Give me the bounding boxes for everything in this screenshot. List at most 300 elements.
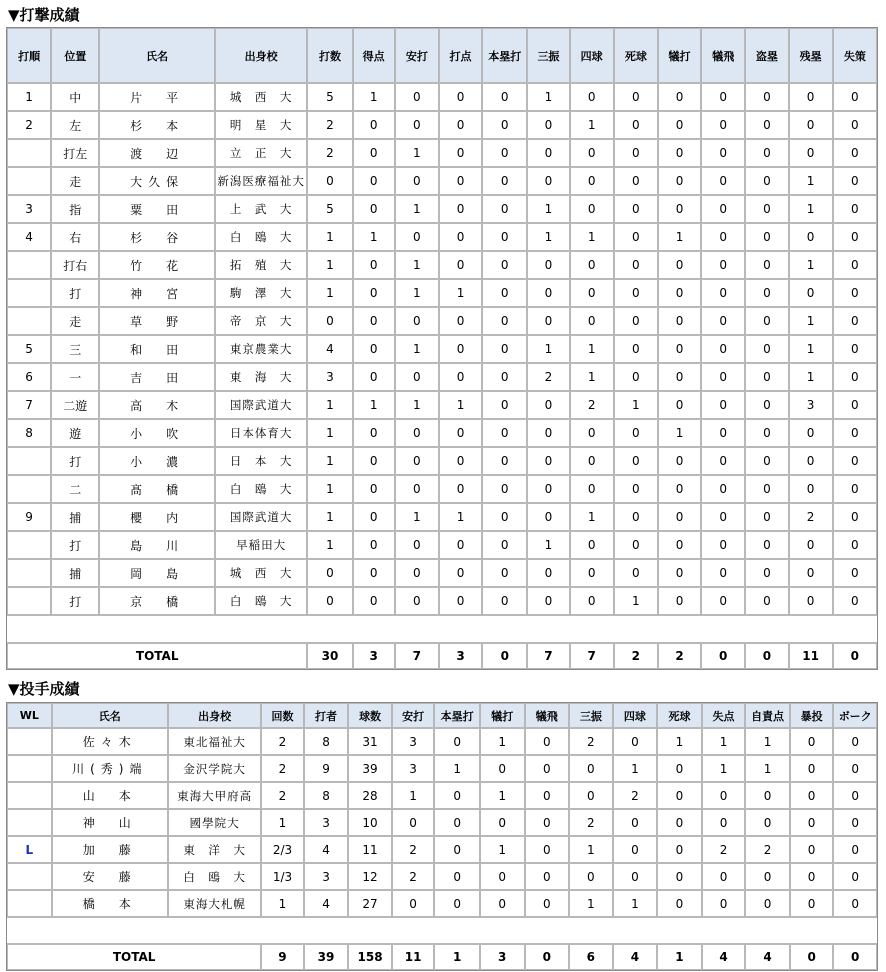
batting-stat-cell: 0 xyxy=(353,475,395,503)
batting-stat-cell: 0 xyxy=(745,363,788,391)
batting-stat-cell: 3 xyxy=(7,195,51,223)
batting-stat-cell: 0 xyxy=(658,139,701,167)
batting-stat-cell: 打左 xyxy=(51,139,99,167)
batting-player-row xyxy=(7,391,877,419)
pitching-stat-cell: 8 xyxy=(304,728,349,755)
batting-stat-cell: 0 xyxy=(439,531,482,559)
pitching-stat-cell: 1/3 xyxy=(261,863,304,890)
player-school: 東北福祉大 xyxy=(168,728,261,755)
pitching-header-cell: 四球 xyxy=(613,703,658,728)
batting-stat-cell: 0 xyxy=(658,335,701,363)
batting-stat-cell: 0 xyxy=(701,503,745,531)
pitching-stat-cell: 2 xyxy=(745,836,790,863)
batting-stat-cell: 0 xyxy=(789,139,833,167)
pitching-stat-cell: 0 xyxy=(657,863,702,890)
batting-stat-cell: 1 xyxy=(395,251,439,279)
batting-stat-cell: 0 xyxy=(570,307,614,335)
batting-stat-cell: 0 xyxy=(570,587,614,615)
batting-stat-cell: 0 xyxy=(527,475,569,503)
batting-header-cell: 犠打 xyxy=(658,28,701,83)
player-name: 佐々木 xyxy=(52,728,168,755)
pitching-stat-cell: 0 xyxy=(480,890,525,917)
batting-player-row xyxy=(7,139,877,167)
batting-stat-cell: 0 xyxy=(395,363,439,391)
total-value: 11 xyxy=(392,944,435,970)
batting-stat-cell: 打右 xyxy=(51,251,99,279)
batting-stat-cell: 0 xyxy=(789,83,833,111)
pitching-stat-cell: 0 xyxy=(480,809,525,836)
batting-stat-cell: 0 xyxy=(527,559,569,587)
pitching-stat-cell: 1 xyxy=(745,728,790,755)
pitching-stat-cell: 0 xyxy=(745,890,790,917)
pitching-stat-cell: 0 xyxy=(613,809,658,836)
batting-stat-cell: 捕 xyxy=(51,559,99,587)
pitching-stat-cell: 0 xyxy=(745,782,790,809)
pitching-stat-cell: 1 xyxy=(480,782,525,809)
batting-player-row xyxy=(7,559,877,587)
batting-stat-cell: 0 xyxy=(482,223,527,251)
batting-stat-cell: 0 xyxy=(833,475,877,503)
batting-stat-cell: 0 xyxy=(833,447,877,475)
batting-stat-cell xyxy=(7,531,51,559)
batting-stat-cell: 0 xyxy=(658,363,701,391)
batting-stat-cell: 0 xyxy=(482,503,527,531)
batting-stat-cell: 0 xyxy=(439,83,482,111)
player-school: 城 西 大 xyxy=(215,559,307,587)
batting-stat-cell: 0 xyxy=(658,307,701,335)
batting-stat-cell: 0 xyxy=(658,559,701,587)
batting-stat-cell: 0 xyxy=(307,587,352,615)
batting-stat-cell: 左 xyxy=(51,111,99,139)
batting-stat-cell: 0 xyxy=(353,279,395,307)
batting-stat-cell: 5 xyxy=(307,83,352,111)
batting-stat-cell: 0 xyxy=(658,391,701,419)
pitching-stat-cell: 0 xyxy=(434,836,480,863)
pitching-header-cell: 失点 xyxy=(702,703,746,728)
batting-stat-cell: 0 xyxy=(353,195,395,223)
pitching-stat-cell: 0 xyxy=(657,836,702,863)
pitching-stat-cell: 0 xyxy=(569,755,613,782)
pitching-stat-cell: 2 xyxy=(392,836,435,863)
batting-stat-cell: 二遊 xyxy=(51,391,99,419)
batting-stat-cell: 1 xyxy=(307,503,352,531)
batting-player-row xyxy=(7,447,877,475)
pitching-header-row xyxy=(7,703,877,728)
batting-stat-cell: 0 xyxy=(701,83,745,111)
total-value: 2 xyxy=(614,643,658,669)
pitching-stat-cell: 0 xyxy=(525,863,570,890)
pitching-stat-cell: 0 xyxy=(790,863,834,890)
player-name: 和 田 xyxy=(99,335,215,363)
batting-stat-cell: 0 xyxy=(745,279,788,307)
total-value: 0 xyxy=(745,643,788,669)
batting-stat-cell: 0 xyxy=(701,391,745,419)
batting-stat-cell: 0 xyxy=(658,167,701,195)
pitching-stat-cell: 0 xyxy=(525,836,570,863)
batting-stat-cell: 0 xyxy=(833,503,877,531)
batting-stat-cell: 0 xyxy=(701,251,745,279)
batting-player-row xyxy=(7,475,877,503)
batting-stat-cell: 0 xyxy=(570,251,614,279)
batting-stat-cell: 0 xyxy=(482,363,527,391)
player-school: 日本体育大 xyxy=(215,419,307,447)
batting-stat-cell: 0 xyxy=(745,503,788,531)
pitching-stat-cell: 1 xyxy=(480,836,525,863)
batting-stat-cell: 0 xyxy=(701,223,745,251)
batting-stat-cell: 0 xyxy=(658,447,701,475)
batting-stat-cell: 0 xyxy=(745,391,788,419)
player-school: 白 鴎 大 xyxy=(215,587,307,615)
batting-header-cell: 打数 xyxy=(307,28,352,83)
batting-stat-cell: 0 xyxy=(527,139,569,167)
batting-stat-cell: 0 xyxy=(614,223,658,251)
batting-stat-cell: 0 xyxy=(482,111,527,139)
batting-header-cell: 出身校 xyxy=(215,28,307,83)
batting-stat-cell: 1 xyxy=(353,83,395,111)
batting-stat-cell: 0 xyxy=(570,559,614,587)
batting-player-row xyxy=(7,307,877,335)
batting-stat-cell: 0 xyxy=(482,335,527,363)
batting-stat-cell: 0 xyxy=(527,447,569,475)
batting-stat-cell: 0 xyxy=(527,251,569,279)
player-school: 帝 京 大 xyxy=(215,307,307,335)
batting-stat-cell: 0 xyxy=(833,419,877,447)
batting-stat-cell: 0 xyxy=(353,503,395,531)
pitching-stat-cell: 0 xyxy=(702,890,746,917)
pitching-stat-cell: 0 xyxy=(790,782,834,809)
total-value: 7 xyxy=(527,643,569,669)
batting-header-cell: 死球 xyxy=(614,28,658,83)
win-loss-mark xyxy=(7,782,52,809)
batting-stat-cell: 0 xyxy=(527,167,569,195)
batting-stat-cell: 0 xyxy=(482,307,527,335)
batting-stat-cell: 1 xyxy=(527,223,569,251)
batting-stat-cell: 0 xyxy=(745,419,788,447)
batting-stat-cell: 0 xyxy=(701,279,745,307)
pitching-stat-cell: 3 xyxy=(304,809,349,836)
batting-stat-cell: 0 xyxy=(353,587,395,615)
batting-stat-cell xyxy=(7,139,51,167)
pitching-stat-cell: 2/3 xyxy=(261,836,304,863)
player-school: 東京農業大 xyxy=(215,335,307,363)
batting-stat-cell: 0 xyxy=(395,531,439,559)
total-value: 4 xyxy=(702,944,746,970)
batting-stat-cell: 1 xyxy=(439,279,482,307)
pitching-stat-cell: 0 xyxy=(790,728,834,755)
batting-stat-cell: 0 xyxy=(353,335,395,363)
batting-header-cell: 得点 xyxy=(353,28,395,83)
batting-stat-cell: 5 xyxy=(307,195,352,223)
pitching-stat-cell: 0 xyxy=(657,755,702,782)
batting-stat-cell: 0 xyxy=(745,475,788,503)
batting-stat-cell: 0 xyxy=(658,111,701,139)
batting-stat-cell: 1 xyxy=(395,335,439,363)
batting-stat-cell: 0 xyxy=(658,279,701,307)
separator-cell xyxy=(7,615,877,643)
pitching-header-cell: 球数 xyxy=(348,703,392,728)
batting-stat-cell: 8 xyxy=(7,419,51,447)
batting-stat-cell: 0 xyxy=(527,307,569,335)
pitching-stat-cell: 1 xyxy=(261,809,304,836)
pitching-stat-cell: 0 xyxy=(392,890,435,917)
batting-stat-cell: 0 xyxy=(658,531,701,559)
total-value: 3 xyxy=(439,643,482,669)
batting-stat-cell: 0 xyxy=(833,223,877,251)
batting-stat-cell: 0 xyxy=(745,335,788,363)
player-school: 駒 澤 大 xyxy=(215,279,307,307)
total-value: 0 xyxy=(833,643,877,669)
pitching-stat-cell: 0 xyxy=(790,890,834,917)
batting-stat-cell: 0 xyxy=(395,447,439,475)
pitching-section-title: ▼投手成績 xyxy=(8,680,80,698)
batting-stat-cell: 0 xyxy=(353,419,395,447)
batting-stat-cell: 三 xyxy=(51,335,99,363)
batting-stat-cell: 0 xyxy=(527,503,569,531)
batting-stat-cell: 0 xyxy=(482,531,527,559)
batting-stat-cell: 0 xyxy=(745,195,788,223)
player-name: 神 山 xyxy=(52,809,168,836)
batting-stat-cell: 0 xyxy=(745,223,788,251)
player-school: 拓 殖 大 xyxy=(215,251,307,279)
batting-stat-cell: 0 xyxy=(833,83,877,111)
pitching-stat-cell: 0 xyxy=(833,890,877,917)
batting-stat-cell: 0 xyxy=(614,335,658,363)
batting-stat-cell: 1 xyxy=(614,391,658,419)
player-name: 杉 谷 xyxy=(99,223,215,251)
batting-stat-cell: 0 xyxy=(482,475,527,503)
pitching-player-row xyxy=(7,728,877,755)
batting-stat-cell: 0 xyxy=(745,251,788,279)
player-name: 大久保 xyxy=(99,167,215,195)
pitching-stat-cell: 1 xyxy=(657,728,702,755)
pitching-stat-cell: 0 xyxy=(745,809,790,836)
total-value: 2 xyxy=(658,643,701,669)
batting-total-row xyxy=(7,643,877,669)
batting-total-separator xyxy=(7,615,877,643)
player-school: 早稲田大 xyxy=(215,531,307,559)
batting-stat-cell: 0 xyxy=(395,167,439,195)
batting-stat-cell: 0 xyxy=(789,447,833,475)
player-name: 京 橋 xyxy=(99,587,215,615)
pitching-stat-cell: 1 xyxy=(569,890,613,917)
batting-stat-cell: 0 xyxy=(570,279,614,307)
batting-header-cell: 盗塁 xyxy=(745,28,788,83)
batting-stat-cell: 0 xyxy=(395,587,439,615)
batting-stat-cell: 0 xyxy=(658,587,701,615)
batting-stat-cell: 1 xyxy=(789,307,833,335)
batting-stat-cell: 0 xyxy=(701,447,745,475)
batting-stat-cell: 0 xyxy=(482,559,527,587)
pitching-stat-cell: 1 xyxy=(613,890,658,917)
pitching-stat-cell: 0 xyxy=(525,890,570,917)
batting-stat-cell: 0 xyxy=(745,559,788,587)
batting-player-row xyxy=(7,167,877,195)
batting-header-cell: 安打 xyxy=(395,28,439,83)
batting-stat-cell: 0 xyxy=(482,419,527,447)
batting-stat-cell: 1 xyxy=(658,419,701,447)
pitching-header-cell: ボーク xyxy=(833,703,877,728)
batting-stat-cell: 0 xyxy=(527,419,569,447)
batting-player-row xyxy=(7,195,877,223)
batting-player-row xyxy=(7,251,877,279)
pitching-stat-cell: 0 xyxy=(790,809,834,836)
batting-stat-cell: 0 xyxy=(833,363,877,391)
player-name: 髙 橋 xyxy=(99,475,215,503)
pitching-stat-cell: 1 xyxy=(613,755,658,782)
pitching-stat-cell: 0 xyxy=(480,755,525,782)
batting-player-row xyxy=(7,111,877,139)
player-school: 東海大甲府高 xyxy=(168,782,261,809)
batting-stat-cell: 0 xyxy=(570,531,614,559)
batting-stat-cell: 0 xyxy=(701,111,745,139)
batting-stat-cell: 走 xyxy=(51,307,99,335)
pitching-stat-cell: 0 xyxy=(833,755,877,782)
pitching-stat-cell: 1 xyxy=(434,755,480,782)
batting-stat-cell: 0 xyxy=(658,503,701,531)
player-school: 白 鴎 大 xyxy=(215,475,307,503)
batting-stat-cell: 0 xyxy=(482,391,527,419)
batting-stat-cell: 0 xyxy=(745,139,788,167)
win-loss-mark xyxy=(7,890,52,917)
batting-stat-cell: 0 xyxy=(701,475,745,503)
batting-stat-cell: 0 xyxy=(439,251,482,279)
batting-stat-cell: 1 xyxy=(527,335,569,363)
pitching-stat-cell: 1 xyxy=(569,836,613,863)
pitching-stat-cell: 28 xyxy=(348,782,392,809)
batting-stat-cell: 0 xyxy=(833,559,877,587)
pitching-header-cell: 暴投 xyxy=(790,703,834,728)
total-value: 3 xyxy=(353,643,395,669)
batting-stat-cell: 0 xyxy=(439,475,482,503)
batting-stat-cell: 0 xyxy=(439,335,482,363)
batting-stats-table xyxy=(6,27,878,670)
player-school: 立 正 大 xyxy=(215,139,307,167)
batting-stat-cell: 1 xyxy=(570,111,614,139)
pitching-stat-cell: 0 xyxy=(745,863,790,890)
pitching-stat-cell: 0 xyxy=(657,890,702,917)
batting-stat-cell: 0 xyxy=(439,167,482,195)
pitching-stat-cell: 0 xyxy=(790,836,834,863)
pitching-stat-cell: 0 xyxy=(434,809,480,836)
batting-stat-cell: 打 xyxy=(51,279,99,307)
batting-stat-cell: 2 xyxy=(527,363,569,391)
batting-stat-cell: 0 xyxy=(527,279,569,307)
total-value: 7 xyxy=(395,643,439,669)
pitching-header-cell: 氏名 xyxy=(52,703,168,728)
batting-header-cell: 氏名 xyxy=(99,28,215,83)
batting-stat-cell: 0 xyxy=(439,139,482,167)
player-school: 白 鴎 大 xyxy=(168,863,261,890)
player-name: 吉 田 xyxy=(99,363,215,391)
batting-stat-cell: 1 xyxy=(570,335,614,363)
batting-stat-cell: 2 xyxy=(307,139,352,167)
player-school: 日 本 大 xyxy=(215,447,307,475)
pitching-stat-cell: 31 xyxy=(348,728,392,755)
player-name: 小 吹 xyxy=(99,419,215,447)
batting-stat-cell: 0 xyxy=(614,279,658,307)
batting-stat-cell: 0 xyxy=(570,167,614,195)
pitching-stat-cell: 2 xyxy=(569,809,613,836)
total-value: 4 xyxy=(745,944,790,970)
batting-stat-cell: 右 xyxy=(51,223,99,251)
batting-stat-cell: 0 xyxy=(395,307,439,335)
batting-stat-cell: 0 xyxy=(658,251,701,279)
total-value: 158 xyxy=(348,944,392,970)
batting-stat-cell xyxy=(7,475,51,503)
batting-header-cell: 三振 xyxy=(527,28,569,83)
batting-stat-cell: 1 xyxy=(307,223,352,251)
batting-stat-cell: 0 xyxy=(658,475,701,503)
pitching-stats-table xyxy=(6,702,878,971)
batting-stat-cell: 遊 xyxy=(51,419,99,447)
separator-cell xyxy=(7,917,877,944)
pitching-header-cell: WL xyxy=(7,703,52,728)
pitching-stat-cell: 3 xyxy=(392,728,435,755)
pitching-stat-cell: 1 xyxy=(745,755,790,782)
batting-stat-cell: 1 xyxy=(789,167,833,195)
batting-stat-cell: 0 xyxy=(789,279,833,307)
batting-stat-cell: 9 xyxy=(7,503,51,531)
pitching-stat-cell: 0 xyxy=(657,809,702,836)
batting-stat-cell: 0 xyxy=(789,419,833,447)
pitching-stat-cell: 1 xyxy=(480,728,525,755)
pitching-stat-cell: 0 xyxy=(613,836,658,863)
batting-stat-cell xyxy=(7,447,51,475)
batting-stat-cell: 0 xyxy=(789,531,833,559)
batting-stat-cell: 二 xyxy=(51,475,99,503)
batting-stat-cell: 4 xyxy=(7,223,51,251)
batting-stat-cell: 2 xyxy=(7,111,51,139)
batting-stat-cell: 0 xyxy=(614,195,658,223)
batting-stat-cell: 0 xyxy=(307,167,352,195)
batting-stat-cell: 0 xyxy=(439,447,482,475)
pitching-stat-cell: 11 xyxy=(348,836,392,863)
batting-stat-cell: 1 xyxy=(570,363,614,391)
batting-stat-cell: 0 xyxy=(745,531,788,559)
player-name: 川(秀)端 xyxy=(52,755,168,782)
batting-stat-cell: 2 xyxy=(570,391,614,419)
player-school: 上 武 大 xyxy=(215,195,307,223)
pitching-stat-cell: 0 xyxy=(613,863,658,890)
pitching-stat-cell: 0 xyxy=(833,836,877,863)
batting-stat-cell: 5 xyxy=(7,335,51,363)
batting-player-row xyxy=(7,223,877,251)
batting-stat-cell: 0 xyxy=(658,195,701,223)
batting-stat-cell: 0 xyxy=(353,559,395,587)
pitching-stat-cell: 0 xyxy=(833,782,877,809)
batting-stat-cell: 0 xyxy=(701,559,745,587)
pitching-stat-cell: 2 xyxy=(261,782,304,809)
pitching-stat-cell: 0 xyxy=(392,809,435,836)
player-school: 東 海 大 xyxy=(215,363,307,391)
batting-stat-cell: 0 xyxy=(833,279,877,307)
batting-stat-cell: 0 xyxy=(833,335,877,363)
pitching-stat-cell: 0 xyxy=(702,782,746,809)
batting-stat-cell: 0 xyxy=(833,391,877,419)
batting-stat-cell: 0 xyxy=(614,447,658,475)
pitching-player-row xyxy=(7,836,877,863)
batting-stat-cell: 走 xyxy=(51,167,99,195)
pitching-stat-cell: 0 xyxy=(833,809,877,836)
total-value: 0 xyxy=(482,643,527,669)
pitching-stat-cell: 0 xyxy=(480,863,525,890)
pitching-stat-cell: 0 xyxy=(790,755,834,782)
pitching-stat-cell: 4 xyxy=(304,836,349,863)
batting-header-cell: 残塁 xyxy=(789,28,833,83)
batting-stat-cell: 0 xyxy=(439,223,482,251)
batting-stat-cell: 0 xyxy=(395,559,439,587)
batting-stat-cell: 0 xyxy=(833,251,877,279)
